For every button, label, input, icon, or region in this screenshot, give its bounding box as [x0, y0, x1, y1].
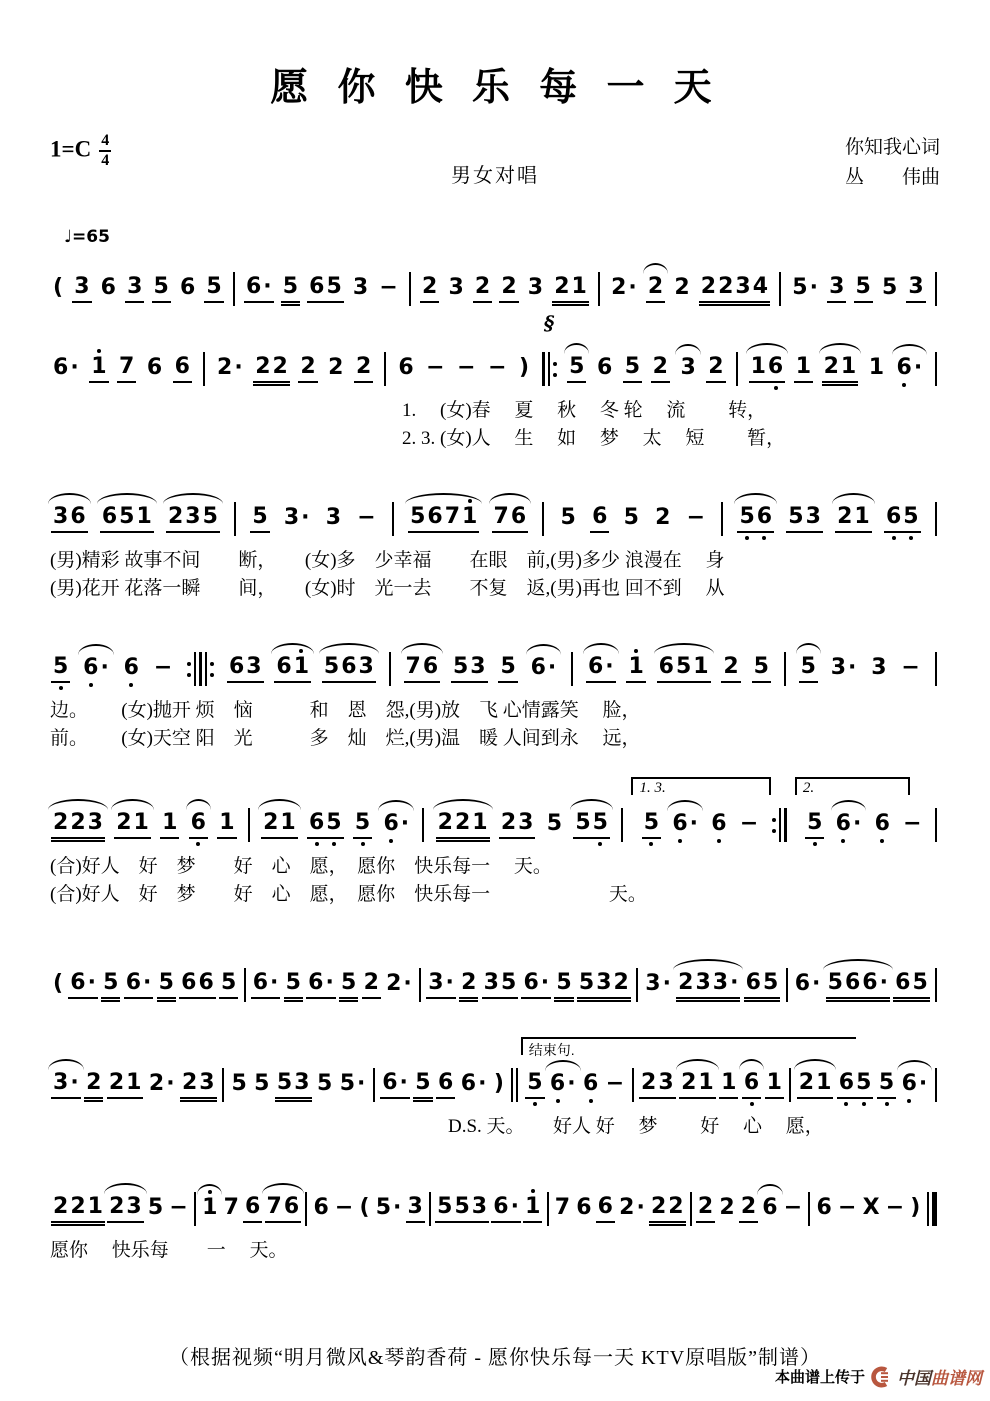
- lyric-line: 2. 3. (女)人 生 如 梦 太 短 暂，: [402, 428, 786, 449]
- notation-line-1: ( 3 6 3 5 6 5 6· 5 65 3 − 2 3 2 2 3 21 2· 2 2 2234 5· 3 5 5 3: [50, 253, 940, 309]
- site-name: [897, 1364, 982, 1389]
- subtitle-duet: 男女对唱: [451, 165, 539, 187]
- key-signature: [50, 133, 451, 169]
- notation-line-6: ( 6· 5 6· 5 66 5 6· 5 6· 5 2 2· 3· 2 35 6· 5 532 3· 233· 65 6· 566· 65: [50, 949, 940, 1005]
- time-signature: [99, 133, 111, 169]
- meta-row: [50, 133, 940, 193]
- lyrics-block-5: [50, 853, 940, 909]
- site-name-cn: 中国: [897, 1369, 931, 1388]
- lyric-line: (男)花开 花落一瞬 间， (女)时 光一去 不复 返,(男)再也 回不到 从: [50, 578, 725, 599]
- lyric-line-with-dal-segno: D.S. 天。 好人 好 梦 好 心 愿，: [448, 1116, 824, 1137]
- time-bottom: 4: [101, 152, 110, 169]
- lyrics-block-8: [50, 1237, 940, 1265]
- site-logo-icon: [870, 1366, 892, 1388]
- lyric-line: (合)好人 好 梦 好 心 愿， 愿你 快乐每一 天。: [50, 856, 552, 877]
- lyrics-block-7: [50, 1113, 940, 1141]
- time-top: 4: [99, 133, 111, 152]
- upload-credit: [775, 1364, 982, 1389]
- tempo-marking: ♩=65: [64, 227, 110, 247]
- lyrics-block-2: [50, 397, 940, 453]
- lyric-line: 愿你 快乐每 一 天。: [50, 1240, 288, 1261]
- key-label: 1=C: [50, 136, 92, 162]
- notation-line-4: 5 6· 6 − 63 61 563 76 53 5 6· 6· 1 651 2 5 5 3· 3 −: [50, 633, 940, 689]
- notation-line-8: 221 23 5 − 1 7 6 76 6 − ( 5· 3 553 6· 1 7 6 6 2· 22 2 2 2 6 − 6 − X − ): [50, 1173, 940, 1229]
- lyrics-block-4: [50, 697, 940, 753]
- composer-credit: 丛 伟曲: [844, 167, 940, 188]
- notation-line-3: 36 651 235 5 3· 3 − 5671 76 5 6 5 2 − 56 53 21 65: [50, 483, 940, 539]
- notation-line-2: 6· 1 7 6 6 2· 22 2 2 2 6 − − − ) § 5 6 5 2 3 2 16 1 21 1 6·: [50, 333, 940, 389]
- source-credit: （根据视频“明月微风&琴韵香荷 - 愿你快乐每一天 KTV原唱版”制谱）: [168, 1347, 822, 1369]
- upload-note: 本曲谱上传于: [774, 1369, 865, 1386]
- lyric-line: 1. (女)春 夏 秋 冬 轮 流 转，: [402, 400, 767, 421]
- song-title: 愿 你 快 乐 每 一 天: [270, 64, 720, 109]
- lyric-line: 前。 (女)天空 阳 光 多 灿 烂,(男)温 暖 人间到永 远，: [50, 728, 641, 749]
- credits: [539, 133, 940, 193]
- site-name-qupu: 曲谱网: [931, 1369, 982, 1388]
- lyrics-block-3: [50, 547, 940, 603]
- lyric-line: (合)好人 好 梦 好 心 愿， 愿你 快乐每一 天。: [50, 884, 647, 905]
- lyricist-credit: 你知我心词: [844, 137, 940, 158]
- lyric-line: 边。 (女)抛开 烦 恼 和 恩 怨,(男)放 飞 心情露笑 脸，: [50, 700, 641, 721]
- notation-line-5: 223 21 1 6 1 21 65 5 6· 221 23 5 55 1. 3. 5 6· 6 − 2. 5 6· 6 −: [50, 789, 940, 845]
- lyric-line: (男)精彩 故事不间 断， (女)多 少幸福 在眼 前,(男)多少 浪漫在 身: [50, 550, 725, 571]
- notation-line-7: 3· 2 21 2· 23 5 5 53 5 5· 6· 5 6 6· ) 结束句. 5 6· 6 − 23 21 1 6 1 21 65 5 6·: [50, 1049, 940, 1105]
